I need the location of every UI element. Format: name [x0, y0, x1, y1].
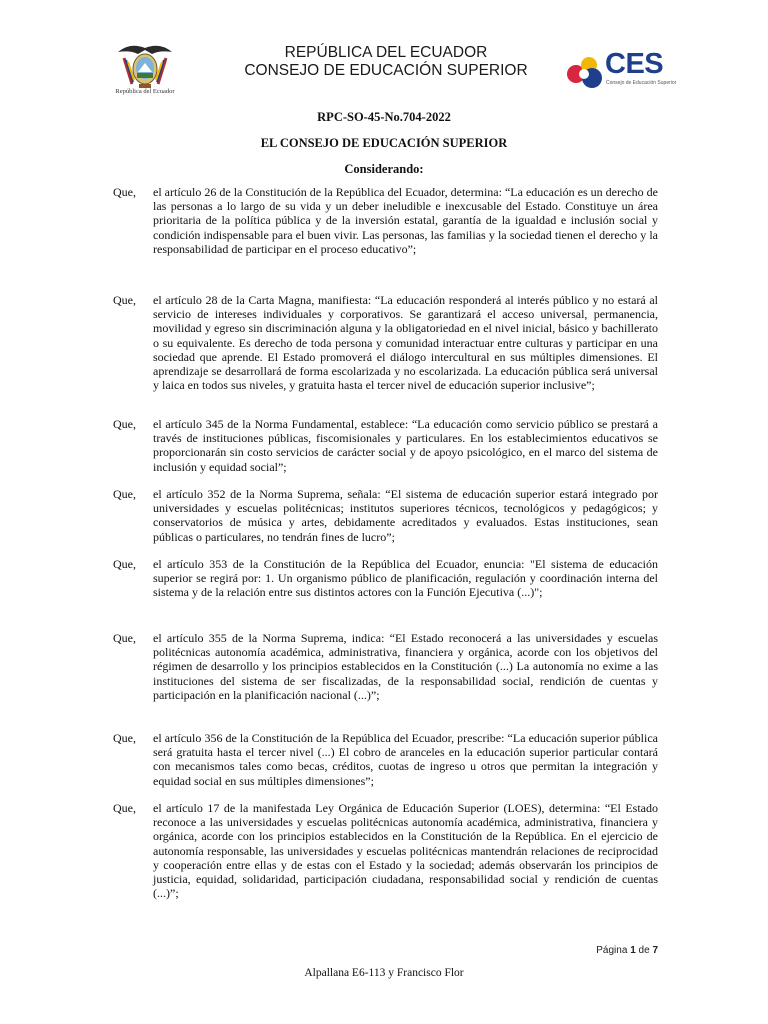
- resolution-code: RPC-SO-45-No.704-2022: [317, 110, 451, 124]
- clause-text: el artículo 353 de la Constitución de la República del Ecuador, enuncia: "El sistema de educación superior se regirá por: 1. Un organismo público de planificación, regulación y coordinación interna del sistema y de la relación entre sus distintos actores con la Función Ejecutiva (...)";: [153, 557, 658, 600]
- clause-label: Que,: [113, 631, 136, 645]
- ces-logo-text: CES: [605, 48, 664, 80]
- clause-text: el artículo 345 de la Norma Fundamental, establece: “La educación como servicio público se prestará a través de instituciones públicas, fiscomisionales y particulares. En los establecimientos educativos se proporcionarán sin costo servicios de carácter social y de apoyo psicológico, en el marco del sistema de inclusión y equidad social”;: [153, 417, 658, 474]
- section-heading: Considerando:: [344, 162, 424, 176]
- page-total: 7: [652, 945, 658, 956]
- clause-label: Que,: [113, 487, 136, 501]
- coat-of-arms-caption: República del Ecuador: [115, 88, 175, 95]
- clause-label: Que,: [113, 557, 136, 571]
- header-institution: CONSEJO DE EDUCACIÓN SUPERIOR: [244, 62, 528, 79]
- clause-text: el artículo 26 de la Constitución de la República del Ecuador, determina: “La educación es un derecho de las personas a lo largo de su vida y un deber ineludible e inexcusable del Estado. Constituye un área prioritaria de la política pública y de la inversión estatal, garantía de la igualdad e inclusión social y condición indispensable para el buen vivir. Las personas, las familias y la sociedad tienen el derecho y la responsabilidad de participar en el proceso educativo”;: [153, 185, 658, 256]
- ces-logo-mark-icon: [562, 50, 608, 90]
- clause-text: el artículo 356 de la Constitución de la República del Ecuador, prescribe: “La educación superior pública será gratuita hasta el tercer nivel (...) El cobro de aranceles en la educación superior particular contará con mecanismos tales como becas, créditos, cuotas de ingreso u otros que permitan la integración y equidad social en sus múltiples dimensiones”;: [153, 731, 658, 788]
- page-number: [540, 945, 658, 956]
- page-of: de: [638, 945, 650, 956]
- ecuador-coat-of-arms-logo: [112, 38, 178, 92]
- clause-label: Que,: [113, 731, 136, 745]
- clause-text: el artículo 17 de la manifestada Ley Orgánica de Educación Superior (LOES), determina: “El Estado reconoce a las universidades y escuelas politécnicas autonomía académica, administrativa, financiera y orgánica, acorde con los principios establecidos en la Constitución de la República. En el ejercicio de autonomía responsable, las universidades y escuelas politécnicas mantendrán relaciones de reciprocidad y cooperación entre ellas y de estas con el Estado y la sociedad; además observarán los principios de justicia, equidad, solidaridad, participación ciudadana, responsabilidad social y rendición de cuentas (...)”;: [153, 801, 658, 901]
- clause-text: el artículo 352 de la Norma Suprema, señala: “El sistema de educación superior estará integrado por universidades y escuelas politécnicas; institutos superiores técnicos, tecnológicos y pedagógicos; y conservatorios de música y artes, debidamente acreditados y evaluados. Estas instituciones, sean públicas o particulares, no tendrán fines de lucro”;: [153, 487, 658, 544]
- clause-text: el artículo 28 de la Carta Magna, manifiesta: “La educación responderá al interés público y no estará al servicio de intereses individuales y corporativos. Se garantizará el acceso universal, permanencia, movilidad y egreso sin discriminación alguna y la obligatoriedad en el nivel inicial, básico y bachillerato o su equivalente. Es derecho de toda persona y comunidad interactuar entre culturas y participar en una sociedad que aprende. El Estado promoverá el diálogo intercultural en sus múltiples dimensiones. El aprendizaje se desarrollará de forma escolarizada y no escolarizada. La educación pública será universal y laica en todos sus niveles, y gratuita hasta el tercer nivel de educación superior inclusive”;: [153, 293, 658, 393]
- header-country: REPÚBLICA DEL ECUADOR: [284, 44, 488, 61]
- issuing-body: EL CONSEJO DE EDUCACIÓN SUPERIOR: [260, 136, 508, 150]
- ces-logo-subtext: Consejo de Educación Superior: [606, 80, 677, 86]
- clause-label: Que,: [113, 293, 136, 307]
- clause-label: Que,: [113, 417, 136, 431]
- footer-address: Alpallana E6-113 y Francisco Flor: [304, 967, 464, 979]
- clause-label: Que,: [113, 801, 136, 815]
- clause-text: el artículo 355 de la Norma Suprema, indica: “El Estado reconocerá a las universidades y escuelas politécnicas autonomía académica, administrativa, financiera y orgánica, acorde con los objetivos del régimen de desarrollo y los principios establecidos en la Constitución (...) La autonomía no exime a las instituciones del sistema de ser fiscalizadas, de la responsabilidad social, rendición de cuentas y participación en la planificación nacional (...)”;: [153, 631, 658, 702]
- clause-label: Que,: [113, 185, 136, 199]
- page-current: 1: [630, 945, 636, 956]
- page-label: Página: [596, 945, 628, 956]
